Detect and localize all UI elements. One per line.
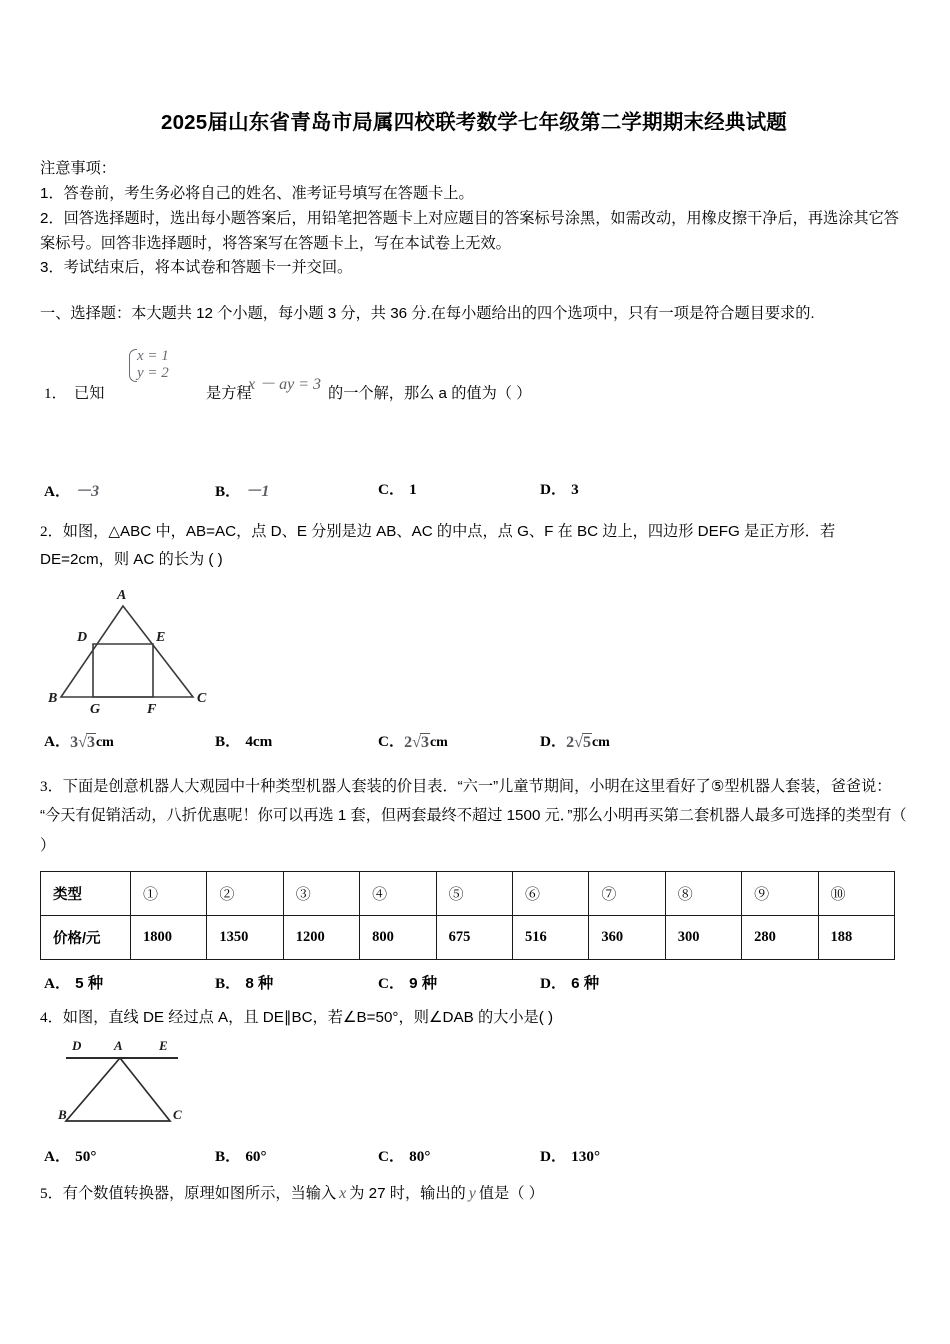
option-d-label: D．: [540, 1147, 567, 1165]
option-b-value: 4cm: [245, 732, 273, 750]
label-d: D: [72, 1037, 82, 1053]
option-c-value: 80°: [409, 1147, 431, 1165]
question-5-var-x: x: [339, 1184, 347, 1202]
table-cell-price-9: 280: [742, 915, 818, 959]
option-d-unit: cm: [591, 734, 610, 750]
question-5-var-y: y: [468, 1184, 476, 1202]
robot-price-table: [40, 871, 895, 960]
question-3-option-b[interactable]: [215, 972, 273, 993]
question-4: [40, 1004, 908, 1032]
option-b-label: B．: [215, 482, 241, 500]
question-5: [40, 1179, 908, 1209]
question-1-number: 1．: [44, 384, 67, 402]
label-e: E: [156, 629, 166, 645]
table-cell-price-4: 800: [360, 915, 436, 959]
notice-item-1: 1．答卷前，考生务必将自己的姓名、准考证号填写在答题卡上。: [40, 185, 474, 203]
table-cell-type-7: ⑦: [589, 871, 665, 915]
option-a-label: A．: [44, 482, 71, 500]
page-title: 2025届山东省青岛市局属四校联考数学七年级第二学期期末经典试题: [160, 111, 787, 134]
table-cell-type-1: ①: [131, 871, 207, 915]
option-c-label: C．: [378, 480, 405, 498]
section-heading-choice: 一、选择题：本大题共 12 个小题，每小题 3 分，共 36 分.在每小题给出的四个选项中，只有一项是符合题目要求的.: [40, 304, 815, 322]
option-d-value: 3: [571, 480, 579, 498]
table-cell-price-8: 300: [665, 915, 741, 959]
option-d-radical: 2√5: [566, 733, 591, 751]
option-b-label: B．: [215, 732, 241, 750]
table-cell-price-10: 188: [818, 915, 894, 959]
page-content: [40, 0, 908, 1208]
triangle-abc: [66, 1058, 170, 1121]
table-cell-price-1: 1800: [131, 915, 207, 959]
question-3-option-a[interactable]: [44, 972, 103, 993]
question-3: [40, 772, 908, 861]
question-1-option-b[interactable]: [215, 478, 269, 501]
label-b: B: [48, 690, 58, 706]
label-b: B: [58, 1106, 67, 1122]
option-c-value: 1: [409, 480, 417, 498]
option-a-label: A．: [44, 732, 71, 750]
table-cell-type-2: ②: [207, 871, 283, 915]
question-5-text-before: 有个数值转换器，原理如图所示，当输入: [62, 1184, 337, 1202]
option-c-label: C．: [378, 974, 405, 992]
option-d-label: D．: [540, 974, 567, 992]
question-4-options: [40, 1145, 908, 1171]
question-5-text-after: 值是（ ）: [478, 1184, 544, 1202]
question-4-option-c[interactable]: [378, 1145, 430, 1166]
table-cell-type-6: ⑥: [512, 871, 588, 915]
table-cell-price-7: 360: [589, 915, 665, 959]
label-e: E: [159, 1037, 168, 1053]
question-1-text-after: 的一个解，那么 a 的值为（ ）: [328, 384, 532, 402]
option-c-unit: cm: [429, 734, 448, 750]
option-d-radicand: 5: [582, 733, 591, 751]
triangle-abc: [61, 606, 193, 697]
table-cell-price-5: 675: [436, 915, 512, 959]
question-5-text-middle: 为 27 时，输出的: [349, 1184, 466, 1202]
question-2-option-c[interactable]: [378, 730, 448, 751]
question-3-options: [40, 972, 908, 998]
table-cell-type-5: ⑤: [436, 871, 512, 915]
table-cell-type-9: ⑨: [742, 871, 818, 915]
label-g: G: [90, 701, 101, 714]
question-1: [40, 332, 908, 428]
question-2-text: 如图，△ABC 中，AB=AC，点 D、E 分别是边 AB、AC 的中点，点 G、F 在 BC 边上，四边形 DEFG 是正方形．若 DE=2cm，则 AC 的长为 ( ): [40, 522, 836, 568]
question-4-option-b[interactable]: [215, 1145, 267, 1166]
option-c-label: C．: [378, 732, 405, 750]
notice-block: [40, 157, 908, 281]
question-2-figure: [48, 584, 908, 714]
table-cell-price-3: 1200: [283, 915, 359, 959]
option-a-value: －3: [75, 482, 100, 500]
question-2-option-d[interactable]: [540, 730, 610, 751]
option-c-radical: 2√3: [404, 733, 429, 751]
question-1-equation: x － ay = 3: [248, 375, 322, 393]
label-d: D: [77, 629, 88, 645]
option-b-value: －1: [245, 482, 270, 500]
option-d-label: D．: [540, 732, 567, 750]
question-4-option-d[interactable]: [540, 1145, 600, 1166]
question-4-figure: [58, 1036, 908, 1131]
row-label-type: 类型: [41, 871, 131, 915]
option-a-unit: cm: [95, 734, 114, 750]
label-a: A: [117, 587, 127, 603]
question-1-options: [40, 478, 908, 504]
option-b-value: 60°: [245, 1147, 267, 1165]
label-c: C: [197, 690, 207, 706]
option-d-label: D．: [540, 480, 567, 498]
question-2-options: [40, 730, 908, 760]
question-4-text: 如图，直线 DE 经过点 A，且 DE∥BC，若∠B=50°，则∠DAB 的大小是( ): [62, 1008, 554, 1026]
option-a-coefficient: 3: [70, 733, 79, 751]
table-row-prices: [41, 915, 895, 959]
question-1-system: [127, 348, 169, 383]
square-defg: [93, 644, 153, 697]
label-a: A: [114, 1037, 123, 1053]
option-a-radicand: 3: [86, 733, 95, 751]
table-cell-type-10: ⑩: [818, 871, 894, 915]
question-1-text-before: 已知: [74, 384, 105, 402]
option-d-value: 6 种: [571, 974, 600, 992]
system-row-1: x = 1: [137, 347, 169, 364]
parallel-line-triangle-svg: [58, 1036, 238, 1131]
option-a-radical: 3√3: [70, 733, 95, 751]
table-cell-price-6: 516: [512, 915, 588, 959]
row-label-price: 价格/元: [41, 915, 131, 959]
question-2: [40, 518, 908, 574]
question-4-number: 4．: [40, 1008, 63, 1026]
option-b-label: B．: [215, 1147, 241, 1165]
option-d-value: 130°: [571, 1147, 601, 1165]
question-3-number: 3．: [40, 777, 63, 795]
option-c-label: C．: [378, 1147, 405, 1165]
question-1-option-a[interactable]: [44, 478, 99, 501]
notice-item-2: 2．回答选择题时，选出每小题答案后，用铅笔把答题卡上对应题目的答案标号涂黑，如需改动，用橡皮擦干净后，再选涂其它答案标号。回答非选择题时，将答案写在答题卡上，写在本试卷上无效。: [40, 209, 899, 252]
option-b-label: B．: [215, 974, 241, 992]
option-a-value: 5 种: [75, 974, 104, 992]
question-1-option-d[interactable]: [540, 478, 579, 499]
table-cell-type-8: ⑧: [665, 871, 741, 915]
label-f: F: [147, 701, 157, 714]
option-a-label: A．: [44, 974, 71, 992]
option-c-coefficient: 2: [404, 733, 413, 751]
question-3-text: 下面是创意机器人大观园中十种类型机器人套装的价目表．“六一”儿童节期间，小明在这里看好了⑤型机器人套装，爸爸说：“今天有促销活动，八折优惠呢！你可以再选 1 套，但两套最终不超过 1500 元．”那么小明再买第二套机器人最多可选择的类型有（ ）: [40, 777, 907, 855]
question-5-number: 5．: [40, 1184, 63, 1202]
question-1-text-middle: 是方程: [206, 384, 252, 402]
option-c-radicand: 3: [420, 733, 429, 751]
question-1-option-c[interactable]: [378, 478, 417, 499]
option-b-value: 8 种: [245, 974, 274, 992]
table-row-types: [41, 871, 895, 915]
question-2-option-b[interactable]: [215, 730, 272, 751]
question-3-option-d[interactable]: [540, 972, 599, 993]
system-row-2: y = 2: [137, 365, 169, 382]
question-4-option-a[interactable]: [44, 1145, 96, 1166]
option-c-value: 9 种: [409, 974, 438, 992]
option-d-coefficient: 2: [566, 733, 575, 751]
notice-heading: 注意事项：: [40, 159, 116, 177]
table-cell-type-4: ④: [360, 871, 436, 915]
option-a-label: A．: [44, 1147, 71, 1165]
option-a-value: 50°: [75, 1147, 97, 1165]
triangle-square-svg: [48, 584, 248, 714]
table-cell-type-3: ③: [283, 871, 359, 915]
question-2-number: 2．: [40, 522, 63, 540]
table-cell-price-2: 1350: [207, 915, 283, 959]
question-3-option-c[interactable]: [378, 972, 437, 993]
question-2-option-a[interactable]: [44, 730, 114, 751]
label-c: C: [173, 1106, 182, 1122]
notice-item-3: 3．考试结束后，将本试卷和答题卡一并交回。: [40, 259, 353, 277]
